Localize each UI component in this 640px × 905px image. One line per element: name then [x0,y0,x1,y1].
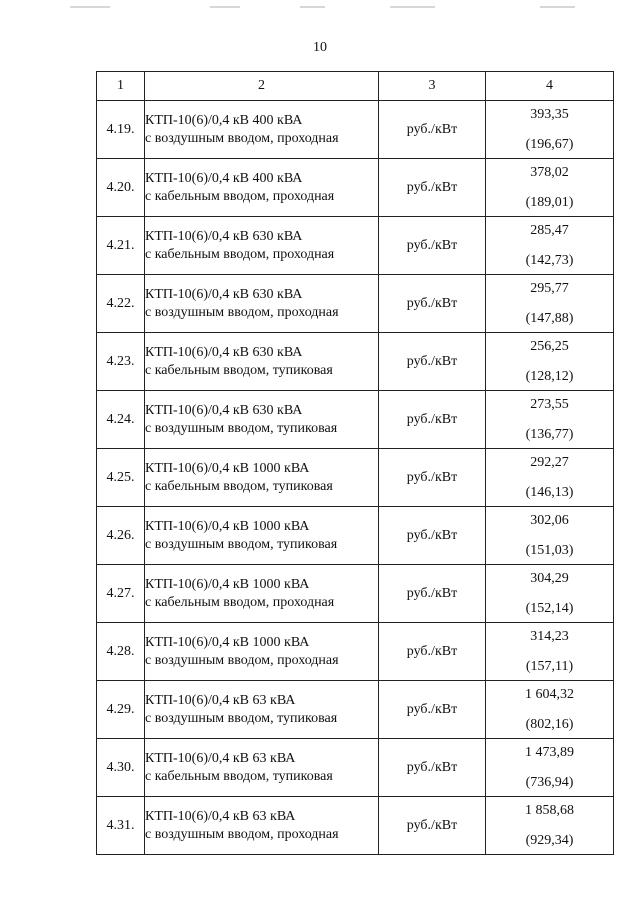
price-value: 314,23 [530,628,569,644]
item-name-line: с воздушным вводом, тупиковая [145,536,338,552]
price-value-parenthetical: (136,77) [525,426,574,442]
price-value-parenthetical: (147,88) [525,310,574,326]
item-name [145,391,379,449]
price-value: 285,47 [530,222,569,238]
item-price [486,159,614,217]
price-value-parenthetical: (157,11) [525,658,574,674]
item-name-line: КТП-10(6)/0,4 кВ 630 кВА [145,344,303,360]
item-price [486,217,614,275]
scan-artifact [300,6,325,8]
item-name-line: с воздушным вводом, проходная [145,304,339,320]
column-header: 3 [379,72,486,101]
table-row [97,449,614,507]
item-unit: руб./кВт [379,681,486,739]
price-value: 292,27 [530,454,569,470]
item-number: 4.25. [97,449,145,507]
item-name [145,333,379,391]
item-name-line: с воздушным вводом, проходная [145,130,339,146]
item-name-line: КТП-10(6)/0,4 кВ 630 кВА [145,228,303,244]
item-unit: руб./кВт [379,275,486,333]
price-value-parenthetical: (151,03) [525,542,574,558]
scan-artifact [390,6,435,8]
price-value: 378,02 [530,164,569,180]
column-header: 4 [486,72,614,101]
item-name [145,739,379,797]
item-price [486,449,614,507]
item-name [145,159,379,217]
item-name [145,681,379,739]
item-number: 4.31. [97,797,145,855]
item-name-line: КТП-10(6)/0,4 кВ 63 кВА [145,808,296,824]
item-unit: руб./кВт [379,565,486,623]
item-name-line: с воздушным вводом, проходная [145,652,339,668]
table-row [97,623,614,681]
price-value-parenthetical: (929,34) [525,832,574,848]
item-price [486,565,614,623]
item-name-line: с воздушным вводом, проходная [145,826,339,842]
scan-artifact [70,6,110,8]
price-value-parenthetical: (128,12) [525,368,574,384]
item-name-line: с кабельным вводом, проходная [145,246,335,262]
item-number: 4.21. [97,217,145,275]
item-number: 4.24. [97,391,145,449]
item-price [486,333,614,391]
item-number: 4.28. [97,623,145,681]
item-name-line: с кабельным вводом, тупиковая [145,478,333,494]
item-name [145,623,379,681]
item-unit: руб./кВт [379,101,486,159]
price-value: 1 473,89 [525,744,574,760]
item-name-line: с кабельным вводом, тупиковая [145,362,333,378]
item-price [486,739,614,797]
item-name [145,449,379,507]
item-name [145,217,379,275]
price-value: 256,25 [530,338,569,354]
item-price [486,681,614,739]
item-number: 4.23. [97,333,145,391]
table-row [97,565,614,623]
price-value: 304,29 [530,570,569,586]
table-row [97,159,614,217]
item-unit: руб./кВт [379,217,486,275]
item-number: 4.29. [97,681,145,739]
item-name [145,565,379,623]
table-row [97,797,614,855]
table-row [97,275,614,333]
item-unit: руб./кВт [379,797,486,855]
item-price [486,507,614,565]
table-row [97,507,614,565]
table-row [97,101,614,159]
column-header: 1 [97,72,145,101]
item-number: 4.20. [97,159,145,217]
item-name-line: КТП-10(6)/0,4 кВ 630 кВА [145,402,303,418]
table-row [97,333,614,391]
table-row [97,681,614,739]
item-number: 4.26. [97,507,145,565]
price-value-parenthetical: (142,73) [525,252,574,268]
price-value: 1 858,68 [525,802,574,818]
column-header: 2 [145,72,379,101]
price-value: 273,55 [530,396,569,412]
item-name-line: КТП-10(6)/0,4 кВ 400 кВА [145,170,303,186]
item-name-line: КТП-10(6)/0,4 кВ 630 кВА [145,286,303,302]
item-name-line: с кабельным вводом, проходная [145,188,335,204]
item-name-line: с кабельным вводом, проходная [145,594,335,610]
item-unit: руб./кВт [379,449,486,507]
item-name-line: с воздушным вводом, тупиковая [145,710,338,726]
item-unit: руб./кВт [379,623,486,681]
item-unit: руб./кВт [379,333,486,391]
table-row [97,391,614,449]
item-number: 4.22. [97,275,145,333]
item-unit: руб./кВт [379,739,486,797]
item-price [486,101,614,159]
item-price [486,623,614,681]
table-row [97,739,614,797]
item-price [486,275,614,333]
item-name-line: КТП-10(6)/0,4 кВ 1000 кВА [145,460,310,476]
price-value-parenthetical: (189,01) [525,194,574,210]
item-name [145,275,379,333]
scan-artifact [540,6,575,8]
item-number: 4.19. [97,101,145,159]
item-unit: руб./кВт [379,507,486,565]
price-value-parenthetical: (736,94) [525,774,574,790]
table-header-row [97,72,614,101]
item-name-line: с кабельным вводом, тупиковая [145,768,333,784]
item-name-line: КТП-10(6)/0,4 кВ 1000 кВА [145,634,310,650]
item-name [145,797,379,855]
item-name-line: КТП-10(6)/0,4 кВ 1000 кВА [145,576,310,592]
table-row [97,217,614,275]
item-number: 4.30. [97,739,145,797]
price-value: 1 604,32 [525,686,574,702]
item-name-line: КТП-10(6)/0,4 кВ 63 кВА [145,750,296,766]
price-value-parenthetical: (146,13) [525,484,574,500]
item-price [486,391,614,449]
item-name-line: КТП-10(6)/0,4 кВ 1000 кВА [145,518,310,534]
price-table [96,71,614,855]
page-number: 10 [313,40,327,55]
price-value: 393,35 [530,106,569,122]
item-name-line: КТП-10(6)/0,4 кВ 63 кВА [145,692,296,708]
item-unit: руб./кВт [379,391,486,449]
item-name [145,101,379,159]
item-unit: руб./кВт [379,159,486,217]
price-value: 295,77 [530,280,569,296]
price-value-parenthetical: (802,16) [525,716,574,732]
price-value: 302,06 [530,512,569,528]
price-value-parenthetical: (152,14) [525,600,574,616]
item-name-line: с воздушным вводом, тупиковая [145,420,338,436]
price-value-parenthetical: (196,67) [525,136,574,152]
scan-artifact [210,6,240,8]
item-price [486,797,614,855]
item-number: 4.27. [97,565,145,623]
item-name [145,507,379,565]
item-name-line: КТП-10(6)/0,4 кВ 400 кВА [145,112,303,128]
